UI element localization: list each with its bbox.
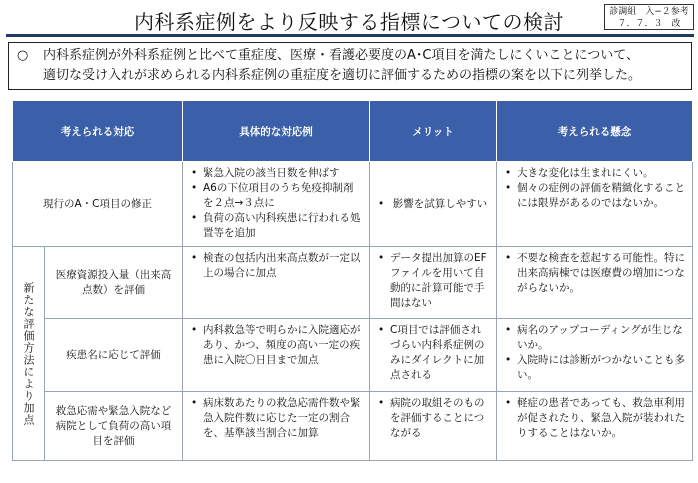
list-item: • 負荷の高い内科疾患に行われる処置等を追加 (189, 211, 363, 241)
list-item: • 内科救急等で明らかに入院適応があり、かつ、頻度の高い一定の疾患に入院〇日目まで加点 (189, 323, 363, 368)
title-underline (6, 34, 694, 37)
side-label: 新たな評価方法により加点 (22, 281, 35, 426)
list-item: • 病床数あたりの救急応需件数や緊急入院件数に応じた一定の割合を、基準該当割合に加算 (189, 396, 363, 441)
table-row (13, 162, 693, 247)
header-concrete-examples: 具体的な対応例 (183, 101, 370, 162)
document-reference-line1: 診調組 入−２参考 (609, 7, 689, 17)
list-item: • 個々の症例の評価を精緻化することには限界があるのではないか。 (503, 181, 686, 211)
intro-line1: 内科系症例が外科系症例と比べて重症度、医療・看護必要度のA･C項目を満たしにくいことについて、 (43, 48, 639, 63)
list-item: • 軽症の患者であっても、救急車利用が促されたり、緊急入院が装われたりすることはないか。 (503, 396, 686, 441)
list-item: • 緊急入院の該当日数を伸ばす (189, 166, 363, 181)
row-category: 救急応需や緊急入院など病院として負荷の高い項目を評価 (45, 392, 183, 461)
table-row (13, 247, 693, 319)
list-item: • C項目では評価されづらい内科系症例のみにダイレクトに加点される (376, 323, 490, 383)
row-merits (370, 392, 497, 461)
header-possible-response: 考えられる対応 (13, 101, 183, 162)
list-item: • 入院時には診断がつかないことも多い。 (503, 353, 686, 383)
measures-table (12, 100, 693, 461)
list-item: • A6の下位項目のうち免疫抑制剤を２点→３点に (189, 181, 363, 211)
row-merits (370, 247, 497, 319)
list-item: • 大きな変化は生まれにくい。 (503, 166, 686, 181)
header-merits: メリット (370, 101, 497, 162)
list-item: • データ提出加算のEFファイルを用いて自動的に計算可能で手間はない (376, 251, 490, 311)
row-category: 現行のA・C項目の修正 (13, 162, 183, 247)
row-concerns (497, 162, 693, 247)
side-label-cell (13, 247, 45, 461)
intro-box (8, 42, 692, 90)
document-reference-tag (604, 4, 694, 30)
list-item: • 不要な検査を惹起する可能性。特に出来高病棟では医療費の増加につながらないか。 (503, 251, 686, 296)
row-category: 医療資源投入量（出来高点数）を評価 (45, 247, 183, 319)
row-concerns (497, 319, 693, 392)
row-examples (183, 319, 370, 392)
list-item: • 病名のアップコーディングが生じないか。 (503, 323, 686, 353)
list-item: • 検査の包括内出来高点数が一定以上の場合に加点 (189, 251, 363, 281)
document-reference-line2: ７．７．３ 改 (617, 19, 681, 29)
row-concerns (497, 247, 693, 319)
row-merits (370, 162, 497, 247)
table-row (13, 392, 693, 461)
row-examples (183, 392, 370, 461)
row-examples (183, 162, 370, 247)
intro-line2: 適切な受け入れが求められる内科系症例の重症度を適切に評価するための指標の案を以下に列挙した。 (43, 68, 642, 83)
row-examples (183, 247, 370, 319)
row-merits (370, 319, 497, 392)
list-item: • 病院の取組そのものを評価することにつながる (376, 396, 490, 441)
list-item: • 影響を試算しやすい (376, 197, 490, 212)
row-category: 疾患名に応じて評価 (45, 319, 183, 392)
intro-bullet: ○ (17, 48, 29, 63)
table-row (13, 319, 693, 392)
page-title: 内科系症例をより反映する指標についての検討 (133, 10, 565, 34)
header-concerns: 考えられる懸念 (497, 101, 693, 162)
row-concerns (497, 392, 693, 461)
